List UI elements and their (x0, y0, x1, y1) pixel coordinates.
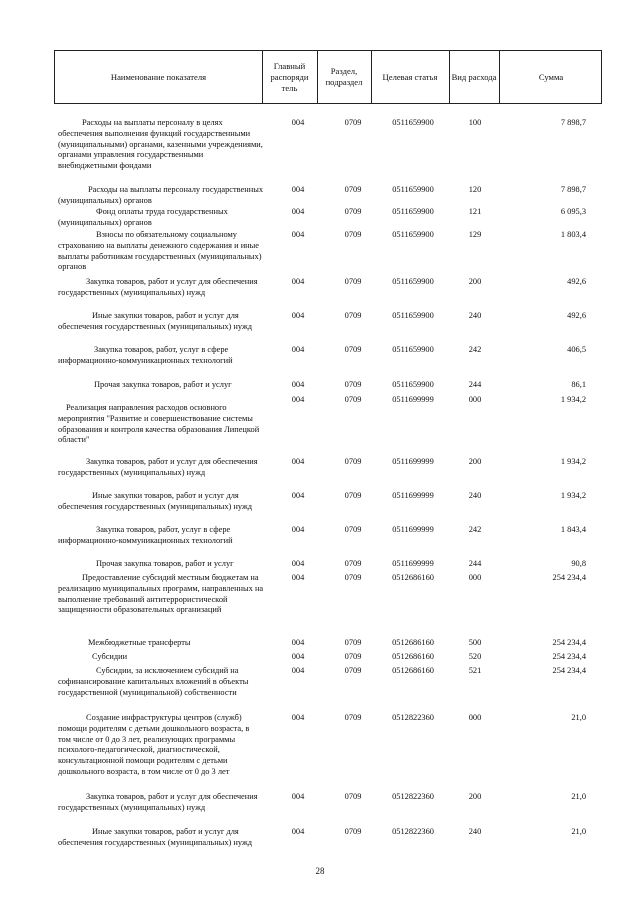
row-vid: 000 (468, 395, 482, 404)
row-glav: 004 (291, 185, 305, 194)
row-glav: 004 (291, 713, 305, 722)
header-razdel: Раздел, подраздел (325, 66, 363, 87)
row-name: Реализация направления расходов основного мероприятия "Развитие и совершенствование системы образования и контроля качества образования Липецкой области" (58, 403, 260, 445)
row-vid: 240 (468, 827, 482, 836)
row-cs: 0512822360 (392, 792, 434, 801)
row-glav: 004 (291, 380, 305, 389)
row-razdel: 0709 (344, 457, 362, 466)
row-sum: 254 234,4 (552, 652, 586, 661)
row-razdel: 0709 (344, 652, 362, 661)
row-sum: 254 234,4 (552, 638, 586, 647)
row-name: Прочая закупка товаров, работ и услуг (94, 380, 232, 389)
row-sum: 21,0 (571, 713, 586, 722)
row-razdel: 0709 (344, 230, 362, 239)
row-razdel: 0709 (344, 380, 362, 389)
row-cs: 0511659900 (392, 118, 434, 127)
row-name: Создание инфраструктуры центров (служб) помощи родителям с детьми дошкольного возраста, в том числе от 0 до 3 лет, реализующих программы психолого-педагогической, диагностической, консультационной помощи родителям с детьми дошкольного возраста, в том числе от 0 до 3 лет (58, 713, 250, 776)
row-vid: 240 (468, 311, 482, 320)
row-sum: 254 234,4 (552, 666, 586, 675)
row-cs: 0511659900 (392, 311, 434, 320)
row-name: Расходы на выплаты персоналу государственных (муниципальных) органов (58, 185, 264, 205)
row-cs: 0511659900 (392, 230, 434, 239)
row-vid: 000 (468, 573, 482, 582)
row-glav: 004 (291, 573, 305, 582)
row-sum: 90,8 (571, 559, 586, 568)
row-name: Иные закупки товаров, работ и услуг для обеспечения государственных (муниципальных) нужд (58, 491, 252, 511)
row-cs: 0511699999 (392, 525, 434, 534)
row-glav: 004 (291, 345, 305, 354)
row-sum: 406,5 (567, 345, 586, 354)
row-glav: 004 (291, 118, 305, 127)
row-name: Фонд оплаты труда государственных (муниципальных) органов (58, 207, 228, 227)
row-glav: 004 (291, 457, 305, 466)
row-vid: 200 (468, 457, 482, 466)
row-sum: 7 898,7 (560, 118, 586, 127)
row-name: Иные закупки товаров, работ и услуг для обеспечения государственных (муниципальных) нужд (58, 827, 252, 847)
row-glav: 004 (291, 395, 305, 404)
header-name: Наименование показателя (110, 71, 207, 82)
row-glav: 004 (291, 311, 305, 320)
row-razdel: 0709 (344, 207, 362, 216)
row-cs: 0512686160 (392, 638, 434, 647)
row-vid: 244 (468, 559, 482, 568)
row-cs: 0511699999 (392, 395, 434, 404)
row-cs: 0511659900 (392, 277, 434, 286)
row-sum: 1 803,4 (560, 230, 586, 239)
row-vid: 200 (468, 792, 482, 801)
row-sum: 1 843,4 (560, 525, 586, 534)
row-razdel: 0709 (344, 666, 362, 675)
row-glav: 004 (291, 827, 305, 836)
row-razdel: 0709 (344, 792, 362, 801)
row-razdel: 0709 (344, 118, 362, 127)
row-glav: 004 (291, 559, 305, 568)
table-header (54, 50, 602, 104)
row-razdel: 0709 (344, 345, 362, 354)
row-vid: 120 (468, 185, 482, 194)
header-glav: Главный распоряди тель (270, 60, 309, 93)
row-razdel: 0709 (344, 277, 362, 286)
row-razdel: 0709 (344, 827, 362, 836)
row-name: Субсидии, за исключением субсидий на софинансирование капитальных вложений в объекты государственной (муниципальной) собственности (58, 666, 249, 697)
row-sum: 1 934,2 (560, 457, 586, 466)
header-summa: Сумма (538, 71, 564, 82)
row-sum: 21,0 (571, 827, 586, 836)
row-name: Взносы по обязательному социальному страхованию на выплаты денежного содержания и иные выплаты работникам государственных (муниципальных) органов (58, 230, 262, 272)
header-celevaya: Целевая статья (382, 71, 438, 82)
row-cs: 0511659900 (392, 207, 434, 216)
row-glav: 004 (291, 638, 305, 647)
row-razdel: 0709 (344, 491, 362, 500)
row-razdel: 0709 (344, 311, 362, 320)
row-cs: 0512686160 (392, 573, 434, 582)
row-cs: 0511699999 (392, 491, 434, 500)
row-name: Предоставление субсидий местным бюджетам на реализацию муниципальных программ, направленных на выполнение требований антитеррористической защищенности образовательных организаций (58, 573, 264, 615)
row-glav: 004 (291, 792, 305, 801)
row-name: Закупка товаров, работ, услуг в сфере информационно-коммуникационных технологий (58, 525, 233, 545)
row-sum: 7 898,7 (560, 185, 586, 194)
row-cs: 0512686160 (392, 652, 434, 661)
row-sum: 254 234,4 (552, 573, 586, 582)
row-name: Закупка товаров, работ и услуг для обеспечения государственных (муниципальных) нужд (58, 457, 258, 477)
row-razdel: 0709 (344, 395, 362, 404)
row-razdel: 0709 (344, 638, 362, 647)
row-vid: 242 (468, 525, 482, 534)
row-sum: 1 934,2 (560, 395, 586, 404)
row-sum: 1 934,2 (560, 491, 586, 500)
row-vid: 200 (468, 277, 482, 286)
row-name: Закупка товаров, работ и услуг для обеспечения государственных (муниципальных) нужд (58, 277, 258, 297)
row-razdel: 0709 (344, 713, 362, 722)
row-cs: 0511699999 (392, 559, 434, 568)
row-vid: 240 (468, 491, 482, 500)
row-name: Иные закупки товаров, работ и услуг для обеспечения государственных (муниципальных) нужд (58, 311, 252, 331)
row-vid: 129 (468, 230, 482, 239)
row-razdel: 0709 (344, 559, 362, 568)
row-razdel: 0709 (344, 573, 362, 582)
row-name: Закупка товаров, работ, услуг в сфере информационно-коммуникационных технологий (58, 345, 233, 365)
row-cs: 0511699999 (392, 457, 434, 466)
row-vid: 520 (468, 652, 482, 661)
row-name: Прочая закупка товаров, работ и услуг (96, 559, 234, 568)
row-name: Субсидии (92, 652, 128, 661)
row-vid: 500 (468, 638, 482, 647)
row-name: Межбюджетные трансферты (88, 638, 191, 647)
row-glav: 004 (291, 525, 305, 534)
row-cs: 0512822360 (392, 827, 434, 836)
row-vid: 244 (468, 380, 482, 389)
row-glav: 004 (291, 207, 305, 216)
row-cs: 0511659900 (392, 380, 434, 389)
row-cs: 0512686160 (392, 666, 434, 675)
row-glav: 004 (291, 277, 305, 286)
row-name: Расходы на выплаты персоналу в целях обеспечения выполнения функций государственными (муниципальными) органами, казенными учреждениями, органами управления государственными внебюджетными фондами (58, 118, 263, 171)
row-sum: 6 095,3 (560, 207, 586, 216)
row-glav: 004 (291, 666, 305, 675)
row-cs: 0512822360 (392, 713, 434, 722)
row-razdel: 0709 (344, 525, 362, 534)
row-sum: 86,1 (571, 380, 586, 389)
header-vid: Вид расхода (451, 71, 497, 82)
row-sum: 21,0 (571, 792, 586, 801)
row-glav: 004 (291, 491, 305, 500)
row-name: Закупка товаров, работ и услуг для обеспечения государственных (муниципальных) нужд (58, 792, 258, 812)
page-number: 28 (315, 866, 325, 876)
row-sum: 492,6 (567, 311, 586, 320)
row-cs: 0511659900 (392, 345, 434, 354)
row-vid: 242 (468, 345, 482, 354)
row-glav: 004 (291, 230, 305, 239)
row-vid: 100 (468, 118, 482, 127)
row-glav: 004 (291, 652, 305, 661)
row-razdel: 0709 (344, 185, 362, 194)
row-vid: 521 (468, 666, 482, 675)
row-sum: 492,6 (567, 277, 586, 286)
row-vid: 000 (468, 713, 482, 722)
row-vid: 121 (468, 207, 482, 216)
row-cs: 0511659900 (392, 185, 434, 194)
